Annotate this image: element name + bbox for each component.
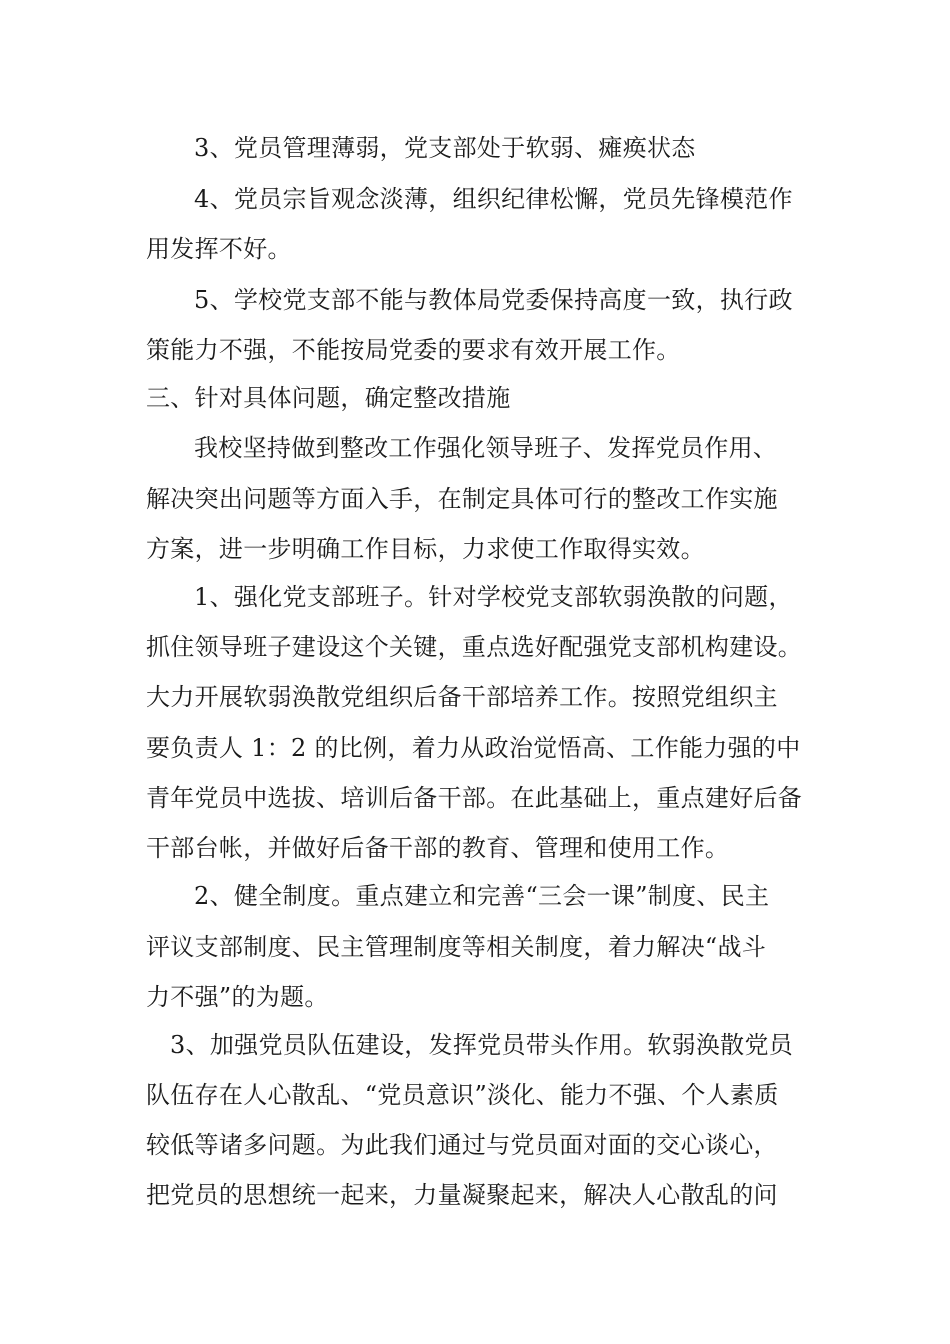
paragraph-line: 1、强化党支部班子。针对学校党支部软弱涣散的问题， <box>194 583 793 611</box>
paragraph-line: 干部台帐，并做好后备干部的教育、管理和使用工作。 <box>146 834 730 862</box>
paragraph-line: 青年党员中选拔、培训后备干部。在此基础上，重点建好后备 <box>146 784 803 812</box>
paragraph-line: 5、学校党支部不能与教体局党委保持高度一致，执行政 <box>194 286 793 314</box>
paragraph-line: 解决突出问题等方面入手，在制定具体可行的整改工作实施 <box>146 485 778 513</box>
paragraph-line: 把党员的思想统一起来，力量凝聚起来，解决人心散乱的问 <box>146 1181 778 1209</box>
paragraph-line: 要负责人 1：2 的比例，着力从政治觉悟高、工作能力强的中 <box>146 734 801 762</box>
paragraph-line: 方案，进一步明确工作目标，力求使工作取得实效。 <box>146 535 705 563</box>
paragraph-line: 抓住领导班子建设这个关键，重点选好配强党支部机构建设。 <box>146 633 803 661</box>
paragraph-line: 用发挥不好。 <box>146 235 292 263</box>
paragraph-line: 4、党员宗旨观念淡薄，组织纪律松懈，党员先锋模范作 <box>194 185 793 213</box>
paragraph-line: 3、加强党员队伍建设，发挥党员带头作用。软弱涣散党员 <box>170 1031 794 1059</box>
paragraph-line: 力不强”的为题。 <box>146 983 329 1011</box>
paragraph-line: 3、党员管理薄弱，党支部处于软弱、瘫痪状态 <box>194 134 696 162</box>
paragraph-line: 评议支部制度、民主管理制度等相关制度，着力解决“战斗 <box>146 933 767 961</box>
paragraph-line: 大力开展软弱涣散党组织后备干部培养工作。按照党组织主 <box>146 683 778 711</box>
paragraph-line: 我校坚持做到整改工作强化领导班子、发挥党员作用、 <box>194 434 778 462</box>
section-heading: 三、针对具体问题，确定整改措施 <box>146 384 511 412</box>
paragraph-line: 策能力不强，不能按局党委的要求有效开展工作。 <box>146 336 681 364</box>
paragraph-line: 较低等诸多问题。为此我们通过与党员面对面的交心谈心， <box>146 1131 778 1159</box>
paragraph-line: 2、健全制度。重点建立和完善“三会一课”制度、民主 <box>194 882 770 910</box>
paragraph-line: 队伍存在人心散乱、“党员意识”淡化、能力不强、个人素质 <box>146 1081 779 1109</box>
